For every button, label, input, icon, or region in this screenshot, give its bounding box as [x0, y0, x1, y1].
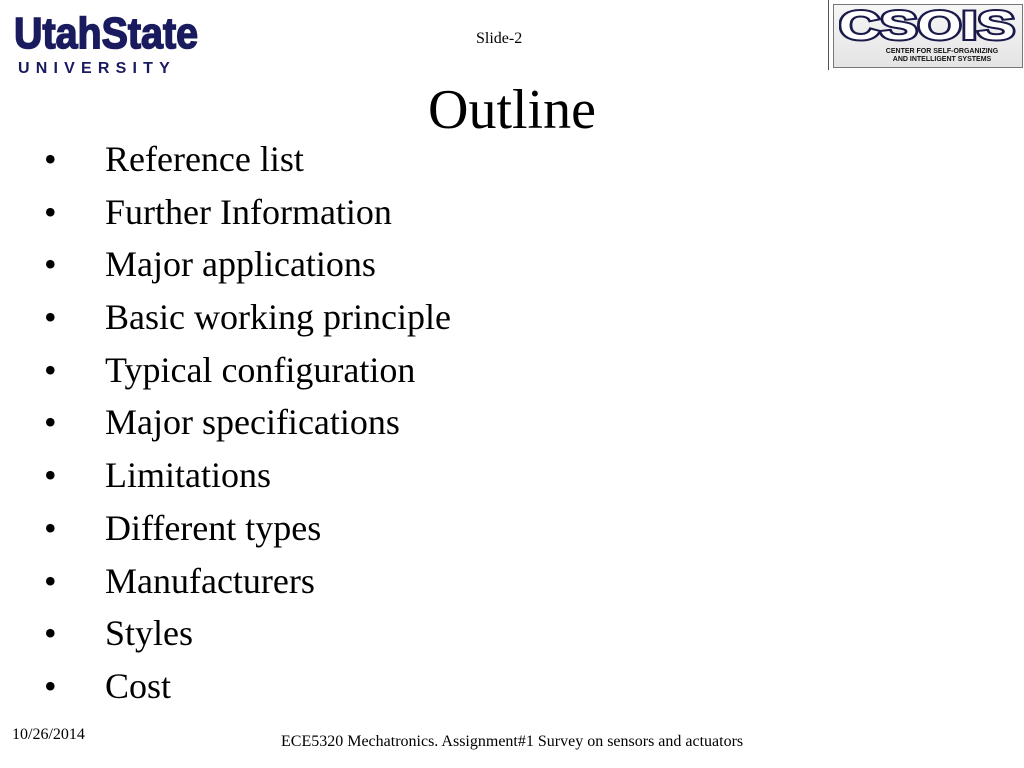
list-item-label: Manufacturers	[105, 560, 315, 601]
list-item-label: Major specifications	[105, 402, 400, 443]
bullet-icon: •	[44, 507, 57, 548]
usu-logo	[14, 12, 200, 77]
list-item-label: Basic working principle	[105, 297, 451, 338]
bullet-icon: •	[44, 244, 57, 285]
csois-wordmark	[839, 6, 1019, 46]
slide-title: Outline	[428, 79, 596, 141]
list-item-label: Different types	[105, 507, 322, 548]
slide-number: Slide-2	[476, 30, 523, 47]
footer-course-title: ECE5320 Mechatronics. Assignment#1 Survey on sensors and actuators	[281, 733, 744, 750]
csois-wordmark-text: CSOIS	[839, 6, 1015, 46]
usu-wordmark	[14, 12, 200, 54]
bullet-icon: •	[44, 349, 57, 390]
bullet-icon: •	[44, 297, 57, 338]
list-item-label: Cost	[105, 665, 172, 706]
bullet-icon: •	[44, 665, 57, 706]
bullet-icon: •	[44, 455, 57, 496]
usu-wordmark-text: UtahState	[14, 12, 198, 54]
list-item-label: Limitations	[105, 455, 271, 496]
csois-tagline-2: AND INTELLIGENT SYSTEMS	[892, 56, 992, 63]
usu-subtitle: UNIVERSITY	[18, 60, 177, 77]
bullet-icon: •	[44, 139, 57, 179]
list-item-label: Further Information	[105, 191, 392, 232]
bullet-icon: •	[44, 613, 57, 654]
footer-date: 10/26/2014	[12, 726, 85, 743]
bullet-icon: •	[44, 560, 57, 601]
bullet-icon: •	[44, 191, 57, 232]
list-item-label: Reference list	[105, 139, 304, 179]
bullet-icon: •	[44, 402, 57, 443]
list-item-label: Styles	[105, 613, 194, 654]
list-item-label: Typical configuration	[105, 349, 416, 390]
csois-logo	[828, 0, 1024, 70]
list-item-label: Major applications	[105, 244, 376, 285]
csois-tagline-1: CENTER FOR SELF-ORGANIZING	[885, 48, 999, 55]
